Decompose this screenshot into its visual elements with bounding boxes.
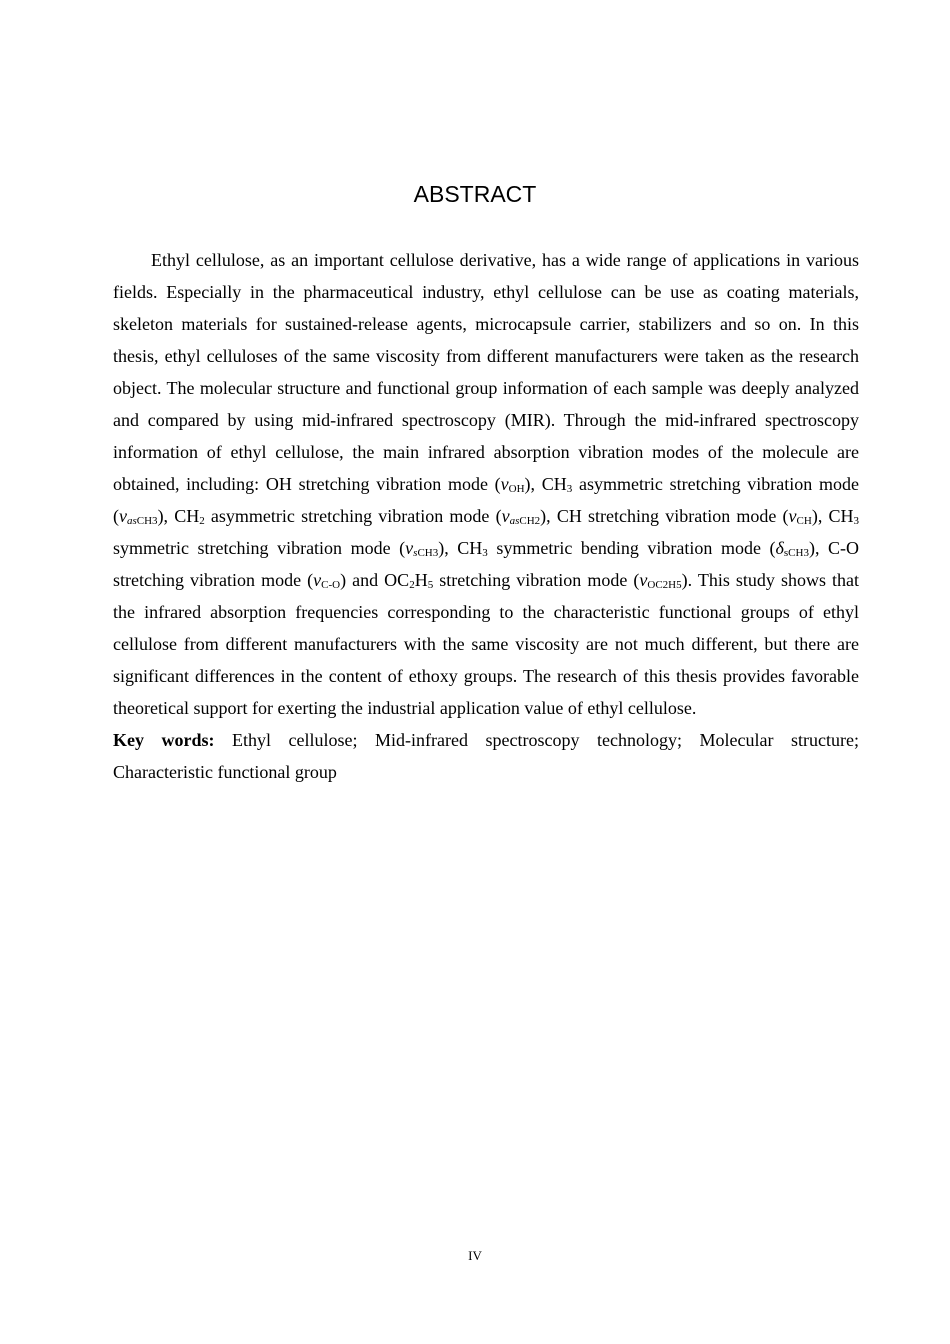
abstract-paragraph: Ethyl cellulose, as an important cellulose derivative, has a wide range of applications in various fields. Especially in the pharmaceutical industry, ethyl cellulose can be use as coating materials, skeleton materials for sustained-release agents, microcapsule carrier, stabilizers and so on. In this thesis, ethyl celluloses of the same viscosity from different manufacturers were taken as the research object. The molecular structure and functional group information of each sample was deeply analyzed and compared by using mid-infrared spectroscopy (MIR). Through the mid-infrared spectroscopy information of ethyl cellulose, the main infrared absorption vibration modes of the molecule are obtained, including: OH stretching vibration mode $(v_{OH})$, $CH_3$ asymmetric stretching vibration mode $(v_{asCH3})$, $CH_2$ asymmetric stretching vibration mode $(v_{asCH2})$, CH stretching vibration mode $(v_{CH})$, $CH_3$ symmetric stretching vibration mode $(v_{sCH3})$, $CH_3$ symmetric bending vibration mode $(\delta_{sCH3})$, C-O stretching vibration mode $(v_{C-O})$ and $OC_2H_5$ stretching vibration mode $(v_{OC2H5})$. This study shows that the infrared absorption frequencies corresponding to the characteristic functional groups of ethyl cellulose from different manufacturers with the same viscosity are not much different, but there are significant differences in the content of ethoxy groups. The research of this thesis provides favorable theoretical support for exerting the industrial application value of ethyl cellulose. xyxy=(113,250,860,718)
nu-symbol: v xyxy=(500,474,509,494)
keywords xyxy=(113,724,859,788)
keywords-text: Ethyl cellulose; Mid-infrared spectroscopy technology; Molecular structure; Characteristic functional group xyxy=(113,730,859,782)
abstract-text-conclusion: ). This study shows that the infrared absorption frequencies corresponding to the characteristic functional groups of ethyl cellulose from different manufacturers with the same viscosity are not much different, but there are significant differences in the content of ethoxy groups. The research of this thesis provides favorable theoretical support for exerting the industrial application value of ethyl cellulose. xyxy=(113,570,860,718)
keywords-label: Key words: xyxy=(113,730,215,750)
page-title: ABSTRACT xyxy=(413,181,537,207)
page-number: IV xyxy=(468,1248,482,1263)
delta-symbol: δ xyxy=(775,538,784,558)
subscript-oh: OH xyxy=(508,483,525,495)
abstract-body xyxy=(113,244,859,788)
abstract-text-intro: Ethyl cellulose, as an important cellulose derivative, has a wide range of applications in various fields. Especially in the pharmaceutical industry, ethyl cellulose can be use as coating materials, skeleton materials for sustained-release agents, microcapsule carrier, stabilizers and so on. In this thesis, ethyl celluloses of the same viscosity from different manufacturers were taken as the research object. The molecular structure and functional group information of each sample was deeply analyzed and compared by using mid-infrared spectroscopy (MIR). Through the mid-infrared spectroscopy information of ethyl cellulose, the main infrared absorption vibration modes of the molecule are obtained, including: OH stretching vibration mode ( xyxy=(113,250,859,494)
